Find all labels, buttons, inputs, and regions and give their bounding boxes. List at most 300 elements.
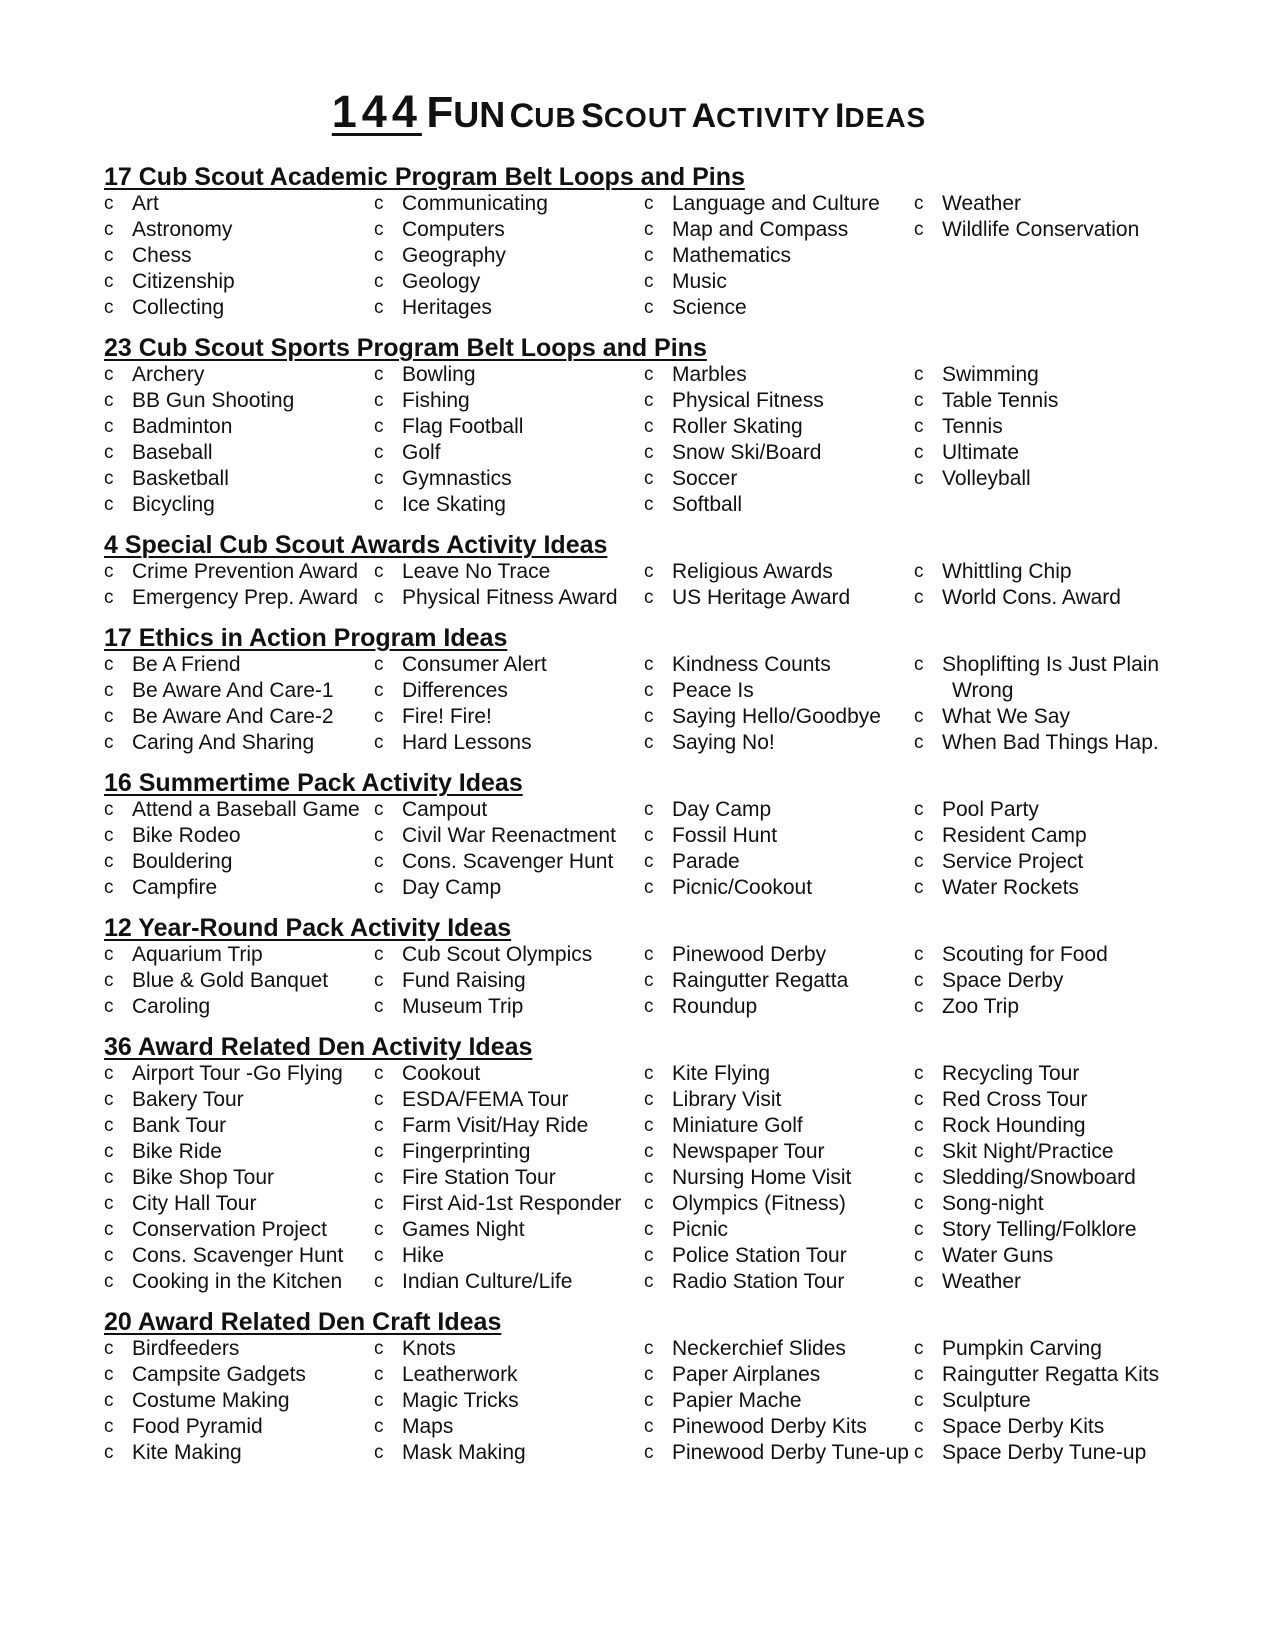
item-label: Emergency Prep. Award bbox=[132, 586, 359, 609]
checkbox-bullet-icon: c bbox=[104, 561, 114, 582]
checkbox-bullet-icon: c bbox=[374, 390, 384, 411]
list-item bbox=[644, 875, 914, 901]
list-item bbox=[104, 1217, 374, 1243]
checkbox-bullet-icon: c bbox=[644, 1245, 654, 1266]
checkbox-bullet-icon: c bbox=[644, 1115, 654, 1136]
item-label: Rock Hounding bbox=[942, 1114, 1086, 1137]
item-label: Physical Fitness bbox=[672, 389, 824, 412]
list-item bbox=[914, 1414, 1184, 1440]
checkbox-bullet-icon: c bbox=[914, 1390, 924, 1411]
list-item bbox=[374, 440, 644, 466]
checkbox-bullet-icon: c bbox=[644, 1219, 654, 1240]
item-label: Day Camp bbox=[672, 798, 772, 821]
item-label: What We Say bbox=[942, 705, 1070, 728]
checkbox-bullet-icon: c bbox=[914, 825, 924, 846]
list-item bbox=[644, 1191, 914, 1217]
checkbox-bullet-icon: c bbox=[374, 416, 384, 437]
list-item bbox=[914, 1139, 1184, 1165]
list-item bbox=[374, 1388, 644, 1414]
item-label: Religious Awards bbox=[672, 560, 833, 583]
list-item bbox=[374, 678, 644, 704]
checkbox-bullet-icon: c bbox=[374, 877, 384, 898]
title-activity-rest: CTIVITY bbox=[716, 102, 831, 133]
sections-container bbox=[104, 164, 1184, 1466]
list-item bbox=[914, 849, 1184, 875]
list-item bbox=[104, 466, 374, 492]
checkbox-bullet-icon: c bbox=[914, 1141, 924, 1162]
list-item bbox=[104, 652, 374, 678]
list-item bbox=[644, 559, 914, 585]
item-label: Leatherwork bbox=[402, 1363, 518, 1386]
item-label: Be Aware And Care-1 bbox=[132, 679, 334, 702]
checkbox-bullet-icon: c bbox=[644, 996, 654, 1017]
list-item bbox=[104, 362, 374, 388]
list-item bbox=[914, 414, 1184, 440]
item-label: Pinewood Derby Kits bbox=[672, 1415, 867, 1438]
checkbox-bullet-icon: c bbox=[644, 1089, 654, 1110]
item-label: Indian Culture/Life bbox=[402, 1270, 573, 1293]
list-item bbox=[104, 217, 374, 243]
title-number: 144 bbox=[331, 86, 422, 137]
list-item bbox=[644, 269, 914, 295]
checkbox-bullet-icon: c bbox=[104, 732, 114, 753]
item-label: World Cons. Award bbox=[942, 586, 1121, 609]
checkbox-bullet-icon: c bbox=[104, 494, 114, 515]
checkbox-bullet-icon: c bbox=[914, 1271, 924, 1292]
checkbox-bullet-icon: c bbox=[914, 732, 924, 753]
item-label: Astronomy bbox=[132, 218, 233, 241]
list-item bbox=[104, 1113, 374, 1139]
checkbox-bullet-icon: c bbox=[374, 1089, 384, 1110]
checkbox-bullet-icon: c bbox=[374, 1245, 384, 1266]
item-label: Wrong bbox=[952, 679, 1014, 702]
item-label: Water Rockets bbox=[942, 876, 1079, 899]
item-label: Snow Ski/Board bbox=[672, 441, 822, 464]
list-item bbox=[374, 704, 644, 730]
list-item bbox=[374, 295, 644, 321]
item-label: First Aid-1st Responder bbox=[402, 1192, 622, 1215]
item-label: Skit Night/Practice bbox=[942, 1140, 1114, 1163]
list-item bbox=[644, 797, 914, 823]
list-item bbox=[644, 1336, 914, 1362]
item-label: Kite Flying bbox=[672, 1062, 771, 1085]
list-item bbox=[104, 942, 374, 968]
section-heading: 4 Special Cub Scout Awards Activity Ideas bbox=[104, 531, 608, 559]
list-item bbox=[644, 652, 914, 678]
item-label: Resident Camp bbox=[942, 824, 1087, 847]
item-label: Art bbox=[132, 192, 159, 215]
checkbox-bullet-icon: c bbox=[374, 1416, 384, 1437]
list-item bbox=[374, 414, 644, 440]
list-item bbox=[104, 243, 374, 269]
list-item bbox=[644, 1165, 914, 1191]
checkbox-bullet-icon: c bbox=[104, 1115, 114, 1136]
section-heading: 16 Summertime Pack Activity Ideas bbox=[104, 769, 523, 797]
list-item bbox=[644, 1362, 914, 1388]
list-item bbox=[914, 362, 1184, 388]
checkbox-bullet-icon: c bbox=[104, 1219, 114, 1240]
list-item bbox=[914, 585, 1184, 611]
checkbox-bullet-icon: c bbox=[914, 416, 924, 437]
checkbox-bullet-icon: c bbox=[104, 1442, 114, 1463]
list-item bbox=[374, 1362, 644, 1388]
checkbox-bullet-icon: c bbox=[914, 1245, 924, 1266]
item-label: BB Gun Shooting bbox=[132, 389, 295, 412]
list-item bbox=[914, 823, 1184, 849]
item-label: Science bbox=[672, 296, 747, 319]
checkbox-bullet-icon: c bbox=[914, 468, 924, 489]
item-label: Campout bbox=[402, 798, 488, 821]
checkbox-bullet-icon: c bbox=[374, 1219, 384, 1240]
item-label: Communicating bbox=[402, 192, 548, 215]
checkbox-bullet-icon: c bbox=[104, 468, 114, 489]
list-item bbox=[104, 295, 374, 321]
item-label: ESDA/FEMA Tour bbox=[402, 1088, 569, 1111]
title-cub-c: C bbox=[509, 97, 535, 135]
checkbox-bullet-icon: c bbox=[104, 654, 114, 675]
list-item bbox=[374, 875, 644, 901]
list-item bbox=[104, 585, 374, 611]
list-item bbox=[374, 1414, 644, 1440]
item-label: Red Cross Tour bbox=[942, 1088, 1088, 1111]
list-item bbox=[374, 362, 644, 388]
checkbox-bullet-icon: c bbox=[374, 1141, 384, 1162]
item-label: Basketball bbox=[132, 467, 229, 490]
list-item bbox=[914, 1336, 1184, 1362]
list-item bbox=[374, 1113, 644, 1139]
list-item bbox=[104, 968, 374, 994]
list-item bbox=[104, 1388, 374, 1414]
item-label: Space Derby Tune-up bbox=[942, 1441, 1147, 1464]
item-label: Softball bbox=[672, 493, 743, 516]
item-label: Food Pyramid bbox=[132, 1415, 263, 1438]
list-item bbox=[644, 704, 914, 730]
list-item bbox=[644, 295, 914, 321]
item-label: Cons. Scavenger Hunt bbox=[402, 850, 614, 873]
list-item bbox=[374, 1243, 644, 1269]
checkbox-bullet-icon: c bbox=[914, 219, 924, 240]
item-label: Swimming bbox=[942, 363, 1039, 386]
item-label: Mask Making bbox=[402, 1441, 526, 1464]
checkbox-bullet-icon: c bbox=[644, 1193, 654, 1214]
list-item bbox=[104, 797, 374, 823]
item-label: Geography bbox=[402, 244, 506, 267]
item-label: Weather bbox=[942, 192, 1021, 215]
list-item bbox=[644, 942, 914, 968]
checkbox-bullet-icon: c bbox=[914, 996, 924, 1017]
section-heading: 23 Cub Scout Sports Program Belt Loops and Pins bbox=[104, 334, 707, 362]
checkbox-bullet-icon: c bbox=[644, 970, 654, 991]
item-label: Day Camp bbox=[402, 876, 502, 899]
list-item bbox=[104, 1269, 374, 1295]
section bbox=[104, 1309, 1184, 1466]
checkbox-bullet-icon: c bbox=[644, 494, 654, 515]
title-cub-rest: UB bbox=[534, 102, 577, 133]
item-grid bbox=[104, 1336, 1184, 1466]
list-item bbox=[914, 1243, 1184, 1269]
item-label: Story Telling/Folklore bbox=[942, 1218, 1137, 1241]
checkbox-bullet-icon: c bbox=[104, 1338, 114, 1359]
list-item bbox=[914, 559, 1184, 585]
list-item bbox=[914, 730, 1184, 756]
item-label: Cons. Scavenger Hunt bbox=[132, 1244, 344, 1267]
checkbox-bullet-icon: c bbox=[104, 944, 114, 965]
checkbox-bullet-icon: c bbox=[374, 468, 384, 489]
list-item bbox=[644, 1243, 914, 1269]
item-label: Sculpture bbox=[942, 1389, 1031, 1412]
checkbox-bullet-icon: c bbox=[914, 877, 924, 898]
checkbox-bullet-icon: c bbox=[374, 442, 384, 463]
checkbox-bullet-icon: c bbox=[644, 1167, 654, 1188]
checkbox-bullet-icon: c bbox=[914, 1338, 924, 1359]
checkbox-bullet-icon: c bbox=[374, 732, 384, 753]
item-label: Sledding/Snowboard bbox=[942, 1166, 1136, 1189]
item-label: Fishing bbox=[402, 389, 470, 412]
title-f: F bbox=[426, 88, 454, 137]
list-item bbox=[914, 466, 1184, 492]
item-label: Song-night bbox=[942, 1192, 1044, 1215]
list-item bbox=[374, 994, 644, 1020]
item-label: Library Visit bbox=[672, 1088, 782, 1111]
item-label: Cub Scout Olympics bbox=[402, 943, 593, 966]
checkbox-bullet-icon: c bbox=[914, 799, 924, 820]
list-item bbox=[644, 388, 914, 414]
list-item bbox=[914, 191, 1184, 217]
item-label: Flag Football bbox=[402, 415, 524, 438]
item-label: Cooking in the Kitchen bbox=[132, 1270, 343, 1293]
item-label: Leave No Trace bbox=[402, 560, 551, 583]
item-label: Bouldering bbox=[132, 850, 233, 873]
checkbox-bullet-icon: c bbox=[374, 561, 384, 582]
list-item bbox=[104, 1061, 374, 1087]
list-item bbox=[374, 269, 644, 295]
list-item bbox=[914, 652, 1184, 678]
item-label: Computers bbox=[402, 218, 505, 241]
item-label: Roundup bbox=[672, 995, 758, 1018]
item-label: Raingutter Regatta Kits bbox=[942, 1363, 1160, 1386]
list-item bbox=[374, 1191, 644, 1217]
checkbox-bullet-icon: c bbox=[374, 1167, 384, 1188]
item-label: Shoplifting Is Just Plain bbox=[942, 653, 1160, 676]
checkbox-bullet-icon: c bbox=[104, 1167, 114, 1188]
list-item bbox=[914, 968, 1184, 994]
checkbox-bullet-icon: c bbox=[374, 193, 384, 214]
checkbox-bullet-icon: c bbox=[374, 297, 384, 318]
checkbox-bullet-icon: c bbox=[914, 706, 924, 727]
list-item bbox=[104, 1243, 374, 1269]
page-title bbox=[104, 86, 1184, 138]
item-label: Marbles bbox=[672, 363, 747, 386]
list-item bbox=[374, 1061, 644, 1087]
item-label: Parade bbox=[672, 850, 740, 873]
list-item bbox=[374, 1440, 644, 1466]
checkbox-bullet-icon: c bbox=[914, 587, 924, 608]
checkbox-bullet-icon: c bbox=[914, 442, 924, 463]
item-label: Games Night bbox=[402, 1218, 525, 1241]
checkbox-bullet-icon: c bbox=[644, 799, 654, 820]
item-label: Fingerprinting bbox=[402, 1140, 531, 1163]
checkbox-bullet-icon: c bbox=[104, 1193, 114, 1214]
item-label: Blue & Gold Banquet bbox=[132, 969, 329, 992]
item-label: Bike Shop Tour bbox=[132, 1166, 275, 1189]
item-label: Pool Party bbox=[942, 798, 1039, 821]
item-grid bbox=[104, 652, 1184, 756]
item-label: Maps bbox=[402, 1415, 454, 1438]
list-item bbox=[644, 1269, 914, 1295]
item-label: Peace Is bbox=[672, 679, 754, 702]
checkbox-bullet-icon: c bbox=[104, 193, 114, 214]
checkbox-bullet-icon: c bbox=[644, 654, 654, 675]
list-item bbox=[914, 1269, 1184, 1295]
list-item bbox=[374, 1139, 644, 1165]
list-item bbox=[644, 585, 914, 611]
item-label: Space Derby Kits bbox=[942, 1415, 1105, 1438]
title-ideas-rest: DEAS bbox=[844, 102, 927, 133]
list-item bbox=[104, 1336, 374, 1362]
item-label: Fossil Hunt bbox=[672, 824, 778, 847]
checkbox-bullet-icon: c bbox=[374, 219, 384, 240]
item-label: Roller Skating bbox=[672, 415, 803, 438]
item-label: Physical Fitness Award bbox=[402, 586, 618, 609]
checkbox-bullet-icon: c bbox=[104, 1141, 114, 1162]
checkbox-bullet-icon: c bbox=[104, 587, 114, 608]
checkbox-bullet-icon: c bbox=[644, 1063, 654, 1084]
checkbox-bullet-icon: c bbox=[374, 825, 384, 846]
checkbox-bullet-icon: c bbox=[914, 1219, 924, 1240]
section bbox=[104, 164, 1184, 321]
checkbox-bullet-icon: c bbox=[374, 1063, 384, 1084]
checkbox-bullet-icon: c bbox=[104, 271, 114, 292]
item-label: Soccer bbox=[672, 467, 738, 490]
item-label: Saying Hello/Goodbye bbox=[672, 705, 881, 728]
item-label: Airport Tour -Go Flying bbox=[132, 1062, 343, 1085]
list-item bbox=[644, 217, 914, 243]
item-label: Bicycling bbox=[132, 493, 215, 516]
item-label: Magic Tricks bbox=[402, 1389, 519, 1412]
item-label: Service Project bbox=[942, 850, 1084, 873]
item-label: Fire! Fire! bbox=[402, 705, 492, 728]
item-label: Cookout bbox=[402, 1062, 481, 1085]
item-label: Birdfeeders bbox=[132, 1337, 240, 1360]
list-item bbox=[104, 1414, 374, 1440]
list-item bbox=[374, 942, 644, 968]
list-item bbox=[914, 875, 1184, 901]
list-item bbox=[104, 1191, 374, 1217]
checkbox-bullet-icon: c bbox=[374, 1193, 384, 1214]
item-label: US Heritage Award bbox=[672, 586, 851, 609]
checkbox-bullet-icon: c bbox=[644, 1141, 654, 1162]
list-item bbox=[644, 968, 914, 994]
checkbox-bullet-icon: c bbox=[914, 970, 924, 991]
item-grid bbox=[104, 942, 1184, 1020]
checkbox-bullet-icon: c bbox=[914, 1063, 924, 1084]
list-item bbox=[644, 414, 914, 440]
item-label: Picnic bbox=[672, 1218, 729, 1241]
item-label: Newspaper Tour bbox=[672, 1140, 825, 1163]
checkbox-bullet-icon: c bbox=[644, 390, 654, 411]
list-item bbox=[374, 388, 644, 414]
checkbox-bullet-icon: c bbox=[104, 245, 114, 266]
checkbox-bullet-icon: c bbox=[374, 1338, 384, 1359]
list-item bbox=[374, 243, 644, 269]
checkbox-bullet-icon: c bbox=[644, 680, 654, 701]
list-item bbox=[914, 1217, 1184, 1243]
item-label: Heritages bbox=[402, 296, 492, 319]
item-label: Fire Station Tour bbox=[402, 1166, 556, 1189]
checkbox-bullet-icon: c bbox=[644, 706, 654, 727]
item-label: Hike bbox=[402, 1244, 445, 1267]
item-label: Citizenship bbox=[132, 270, 235, 293]
checkbox-bullet-icon: c bbox=[104, 1390, 114, 1411]
checkbox-bullet-icon: c bbox=[644, 1416, 654, 1437]
title-activity-a: A bbox=[691, 97, 717, 135]
document-page bbox=[104, 86, 1184, 1480]
list-item bbox=[374, 585, 644, 611]
item-label: Aquarium Trip bbox=[132, 943, 263, 966]
list-item bbox=[374, 1336, 644, 1362]
section bbox=[104, 915, 1184, 1020]
list-item bbox=[374, 823, 644, 849]
checkbox-bullet-icon: c bbox=[644, 944, 654, 965]
list-item bbox=[914, 704, 1184, 730]
checkbox-bullet-icon: c bbox=[374, 1115, 384, 1136]
checkbox-bullet-icon: c bbox=[104, 996, 114, 1017]
section-heading: 12 Year-Round Pack Activity Ideas bbox=[104, 914, 512, 942]
item-label: City Hall Tour bbox=[132, 1192, 257, 1215]
checkbox-bullet-icon: c bbox=[914, 561, 924, 582]
list-item bbox=[914, 1061, 1184, 1087]
checkbox-bullet-icon: c bbox=[374, 1271, 384, 1292]
list-item bbox=[374, 466, 644, 492]
checkbox-bullet-icon: c bbox=[644, 851, 654, 872]
list-item bbox=[104, 678, 374, 704]
list-item bbox=[104, 492, 374, 518]
item-label: Archery bbox=[132, 363, 205, 386]
checkbox-bullet-icon: c bbox=[914, 944, 924, 965]
item-label: Water Guns bbox=[942, 1244, 1054, 1267]
item-label: Tennis bbox=[942, 415, 1003, 438]
list-item bbox=[374, 1087, 644, 1113]
item-label: Campsite Gadgets bbox=[132, 1363, 306, 1386]
item-label: Bike Rodeo bbox=[132, 824, 241, 847]
item-label: Gymnastics bbox=[402, 467, 512, 490]
list-item bbox=[914, 678, 1184, 704]
section bbox=[104, 532, 1184, 611]
section-heading: 17 Ethics in Action Program Ideas bbox=[104, 624, 508, 652]
item-label: Volleyball bbox=[942, 467, 1031, 490]
list-item bbox=[104, 1087, 374, 1113]
checkbox-bullet-icon: c bbox=[914, 1167, 924, 1188]
list-item bbox=[644, 1061, 914, 1087]
checkbox-bullet-icon: c bbox=[644, 245, 654, 266]
checkbox-bullet-icon: c bbox=[644, 468, 654, 489]
checkbox-bullet-icon: c bbox=[104, 825, 114, 846]
item-label: Geology bbox=[402, 270, 481, 293]
checkbox-bullet-icon: c bbox=[104, 1364, 114, 1385]
checkbox-bullet-icon: c bbox=[374, 970, 384, 991]
item-label: Radio Station Tour bbox=[672, 1270, 845, 1293]
checkbox-bullet-icon: c bbox=[104, 851, 114, 872]
item-label: Language and Culture bbox=[672, 192, 880, 215]
checkbox-bullet-icon: c bbox=[374, 494, 384, 515]
list-item bbox=[644, 362, 914, 388]
list-item bbox=[644, 1388, 914, 1414]
item-label: Map and Compass bbox=[672, 218, 849, 241]
item-label: Miniature Golf bbox=[672, 1114, 803, 1137]
item-label: Police Station Tour bbox=[672, 1244, 847, 1267]
section bbox=[104, 1034, 1184, 1295]
list-item bbox=[374, 217, 644, 243]
